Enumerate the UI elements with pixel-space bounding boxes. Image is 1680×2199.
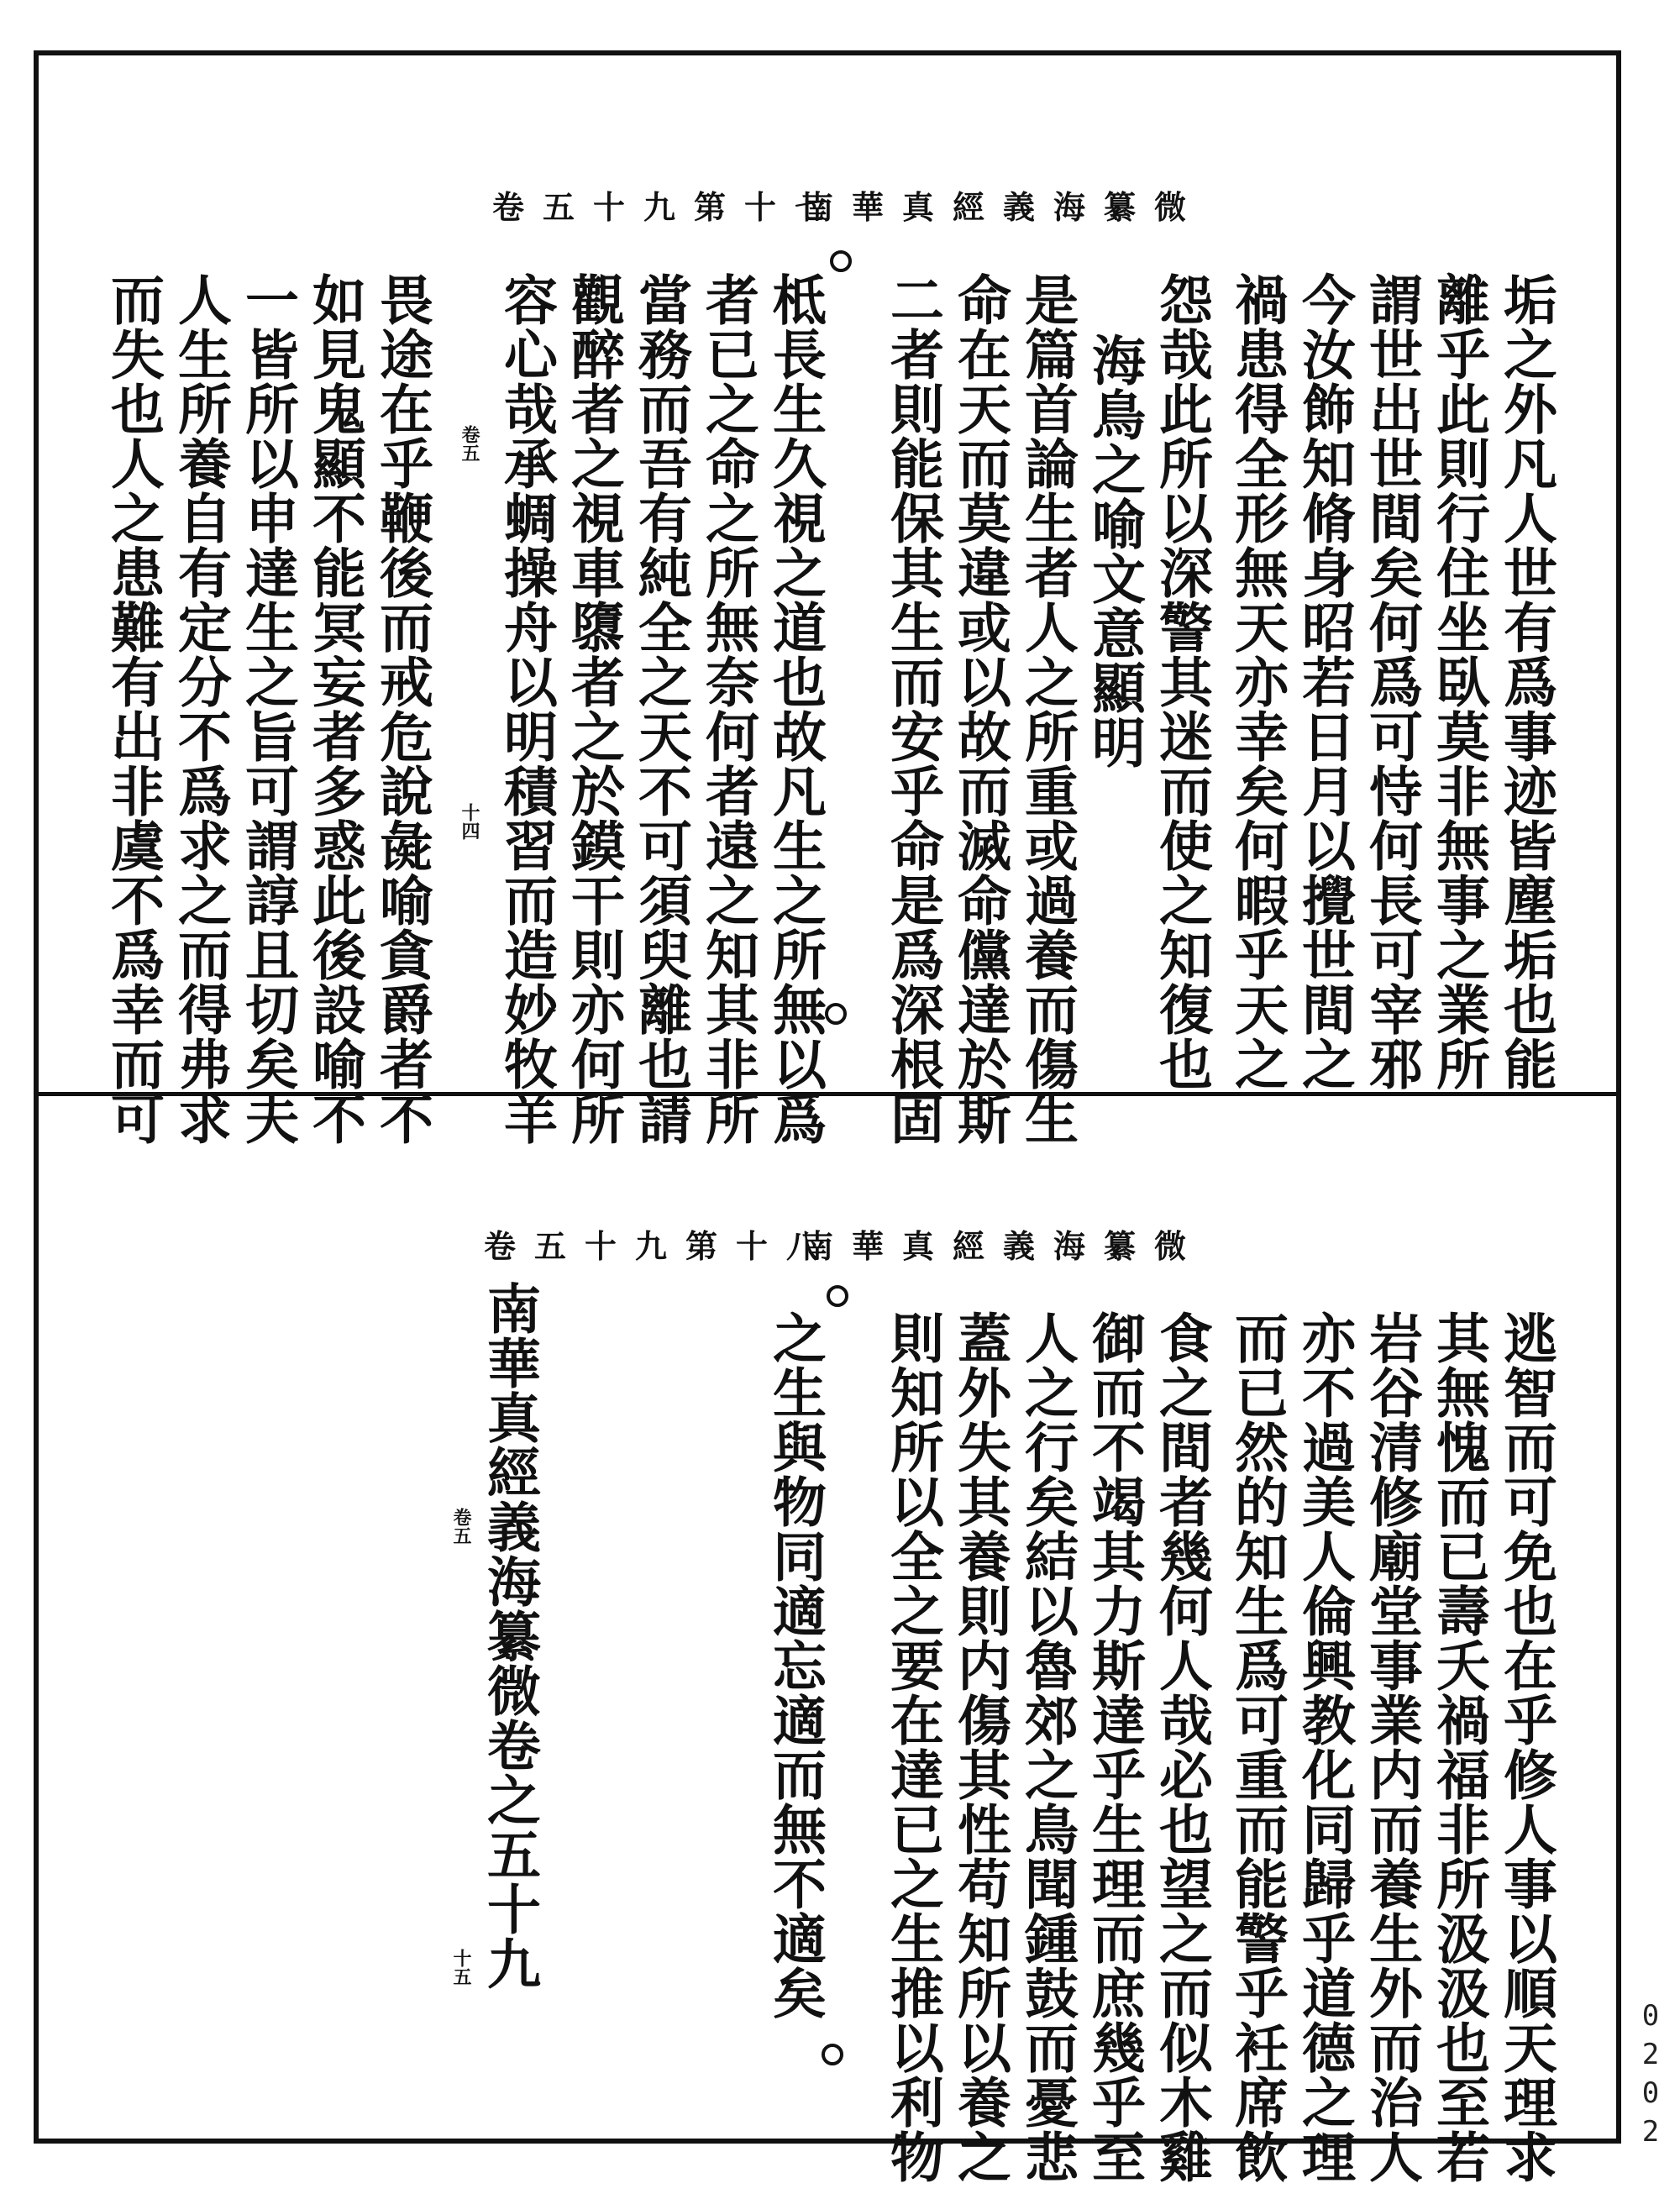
bottom-header-title: 南華真經義海纂微 <box>801 1227 1205 1265</box>
top-header-volume: 卷五十九第十七 <box>492 188 846 226</box>
text-column: 之生與物同適忘適而無不適矣 <box>764 1310 827 2020</box>
text-column: 者已之命之所無奈何者遠之知其非所 <box>696 272 759 1146</box>
text-column: 當務而吾有純全之天不可須臾離也請 <box>629 272 692 1146</box>
page-code: 0202 <box>1634 1999 1667 2154</box>
text-column: 今汝飾知脩身昭若日月以攪世間之 <box>1293 272 1356 1091</box>
text-column: 容心哉承蜩操舟以明積習而造妙牧羊 <box>495 272 558 1146</box>
text-column: 觀醉者之視車隳者之於鏌干則亦何所 <box>562 272 625 1146</box>
text-column: 食之間者幾何人哉必也望之而似木雞 <box>1150 1310 1213 2184</box>
closing-title: 南華真經義海纂微卷之五十九 <box>478 1281 541 1991</box>
side-note-page: 十四 <box>459 803 480 840</box>
text-column: 如見鬼顯不能冥妄者多惑此後設喻不 <box>303 272 366 1146</box>
text-column: 禍患得全形無天亦幸矣何暇乎天之 <box>1226 272 1289 1091</box>
text-column: 怨哉此所以深警其迷而使之知復也 <box>1150 272 1213 1091</box>
text-column: 而失也人之患難有出非虞不爲幸而可 <box>102 272 165 1146</box>
text-column: 垢之外凡人世有爲事迹皆塵垢也能 <box>1494 272 1557 1091</box>
text-column: 御而不竭其力斯達乎生理而庶幾乎至 <box>1083 1310 1146 2184</box>
text-column: 人之行矣結以魯郊之鳥聞鍾鼓而憂悲 <box>1016 1310 1079 2184</box>
text-column: 柢長生久視之道也故凡生之所無以爲 <box>764 272 827 1146</box>
side-note-volume: 卷五 <box>450 1508 472 1545</box>
side-note-volume: 卷五 <box>459 425 480 462</box>
text-column: 命在天而莫違或以故而滅命儻達於斯 <box>948 272 1011 1146</box>
circle-mark <box>827 1285 848 1307</box>
circle-mark <box>822 2044 843 2065</box>
text-column: 謂世出世間矣何爲可恃何長可宰邪 <box>1360 272 1423 1091</box>
top-page <box>39 55 1616 1146</box>
top-header-title: 南華真經義海纂微 <box>801 188 1205 226</box>
text-column: 人生所養自有定分不爲求之而得弗求 <box>169 272 232 1146</box>
text-column: 岩谷清修廟堂事業内而養生外而治人 <box>1360 1310 1423 2184</box>
circle-mark <box>830 250 852 272</box>
top-header <box>39 181 1616 226</box>
text-column: 畏途在乎鞭後而戒危說彘喻貪爵者不 <box>370 272 433 1146</box>
bottom-header-volume: 卷五十九第十八 <box>484 1227 837 1265</box>
text-column: 離乎此則行住坐臥莫非無事之業所 <box>1427 272 1490 1091</box>
text-column: 其無愧而已壽夭禍福非所汲汲也至若 <box>1427 1310 1490 2184</box>
text-column: 一皆所以申達生之旨可謂諄且切矣夫 <box>236 272 299 1146</box>
text-column: 蓋外失其養則内傷其性苟知所以養之 <box>948 1310 1011 2184</box>
side-note-page: 十五 <box>450 1949 472 1986</box>
text-column: 而已然的知生爲可重而能警乎衽席飲 <box>1226 1310 1289 2184</box>
text-column: 海鳥之喻文意顯明 <box>1083 333 1146 769</box>
bottom-header <box>39 1220 1616 1265</box>
bottom-page <box>39 1096 1616 2184</box>
text-column: 二者則能保其生而安乎命是爲深根固 <box>881 272 944 1146</box>
text-column: 是篇首論生者人之所重或過養而傷生 <box>1016 272 1079 1146</box>
circle-mark <box>825 1003 847 1025</box>
text-column: 亦不過美人倫興教化同歸乎道德之理 <box>1293 1310 1356 2184</box>
text-column: 則知所以全之要在達已之生推以利物 <box>881 1310 944 2184</box>
text-column: 逃智而可免也在乎修人事以順天理求 <box>1494 1310 1557 2184</box>
